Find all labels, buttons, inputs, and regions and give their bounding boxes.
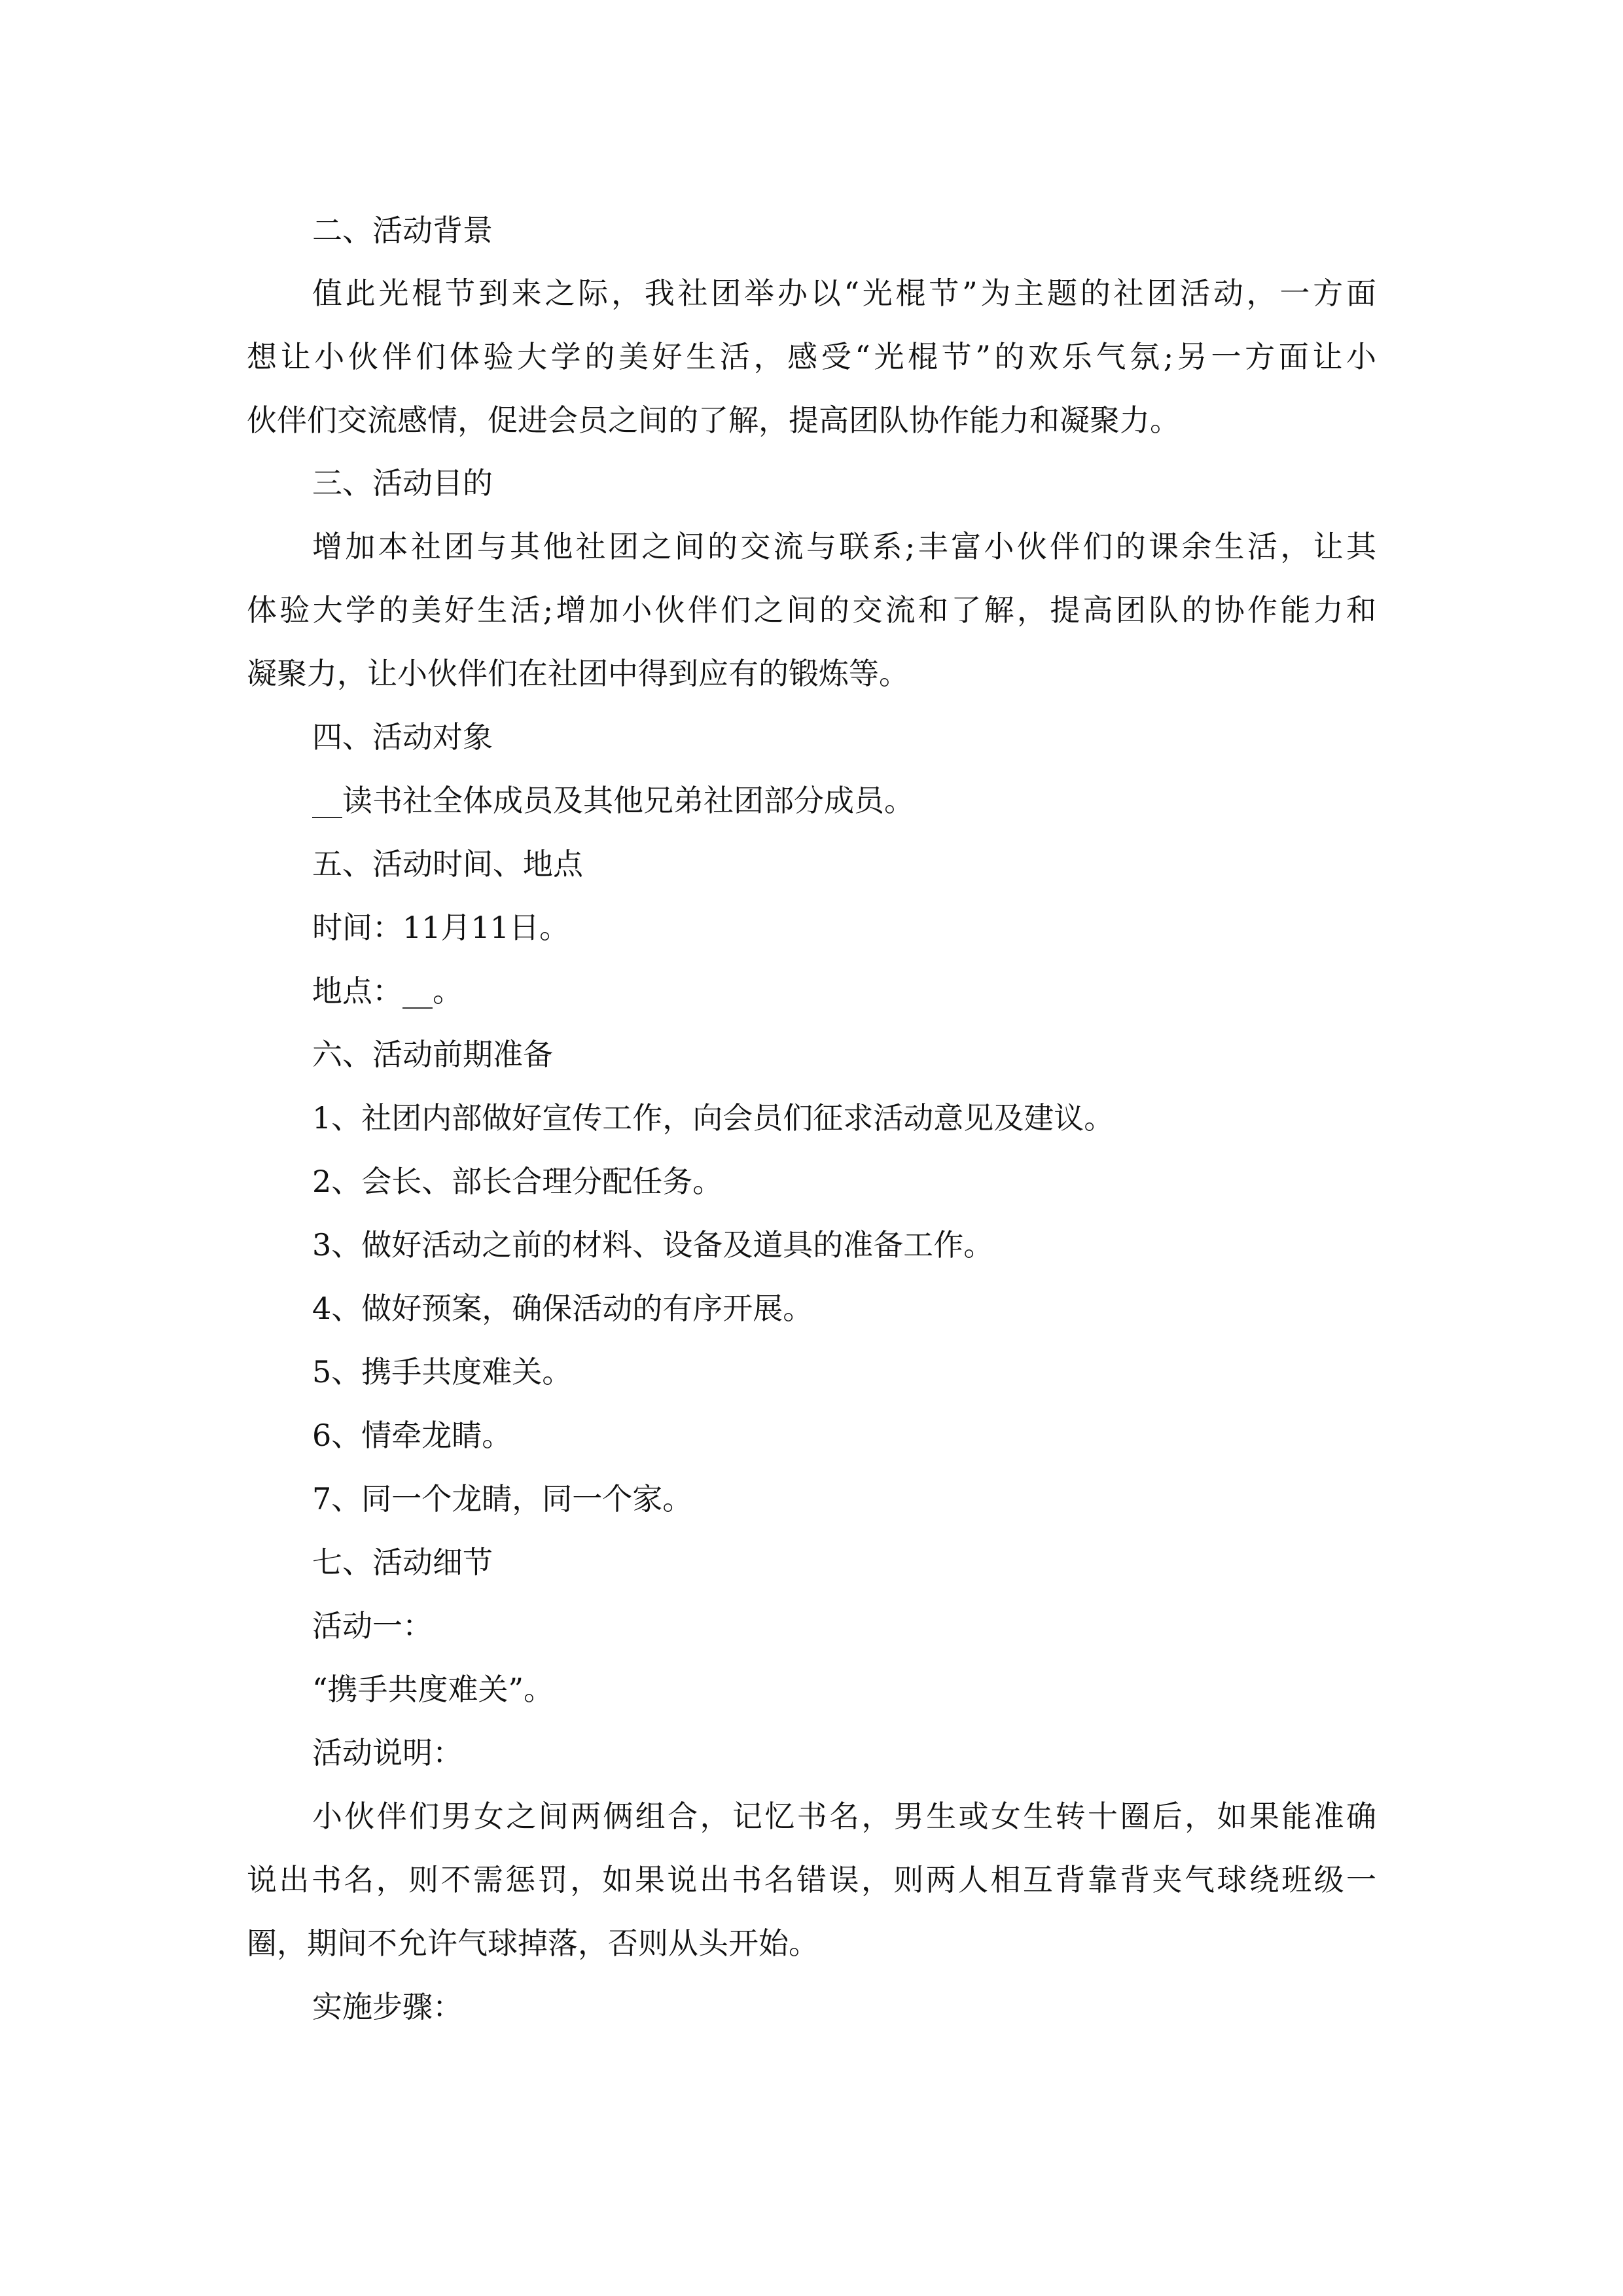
activity-description-label: 活动说明： bbox=[312, 1735, 463, 1770]
heading-preparation: 六、活动前期准备 bbox=[312, 1037, 553, 1072]
place-line: 地点：__。 bbox=[312, 973, 463, 1009]
paragraph-line: 伙伴们交流感情，促进会员之间的了解，提高团队协作能力和凝聚力。 bbox=[247, 403, 1180, 438]
list-item: 6、情牵龙睛。 bbox=[312, 1418, 512, 1453]
heading-time-place: 五、活动时间、地点 bbox=[312, 846, 583, 882]
list-item: 4、做好预案，确保活动的有序开展。 bbox=[312, 1291, 813, 1326]
paragraph-line: 说出书名，则不需惩罚，如果说出书名错误，则两人相互背靠背夹气球绕班级一 bbox=[247, 1862, 1376, 1897]
paragraph-line: 值此光棍节到来之际，我社团举办以“光棍节”为主题的社团活动，一方面 bbox=[312, 276, 1376, 311]
activity-title: “携手共度难关”。 bbox=[312, 1672, 554, 1707]
paragraph-line: 想让小伙伴们体验大学的美好生活，感受“光棍节”的欢乐气氛;另一方面让小 bbox=[247, 339, 1376, 374]
heading-background: 二、活动背景 bbox=[312, 213, 493, 248]
paragraph-line: 体验大学的美好生活;增加小伙伴们之间的交流和了解，提高团队的协作能力和 bbox=[247, 592, 1376, 628]
activity-label: 活动一： bbox=[312, 1608, 433, 1643]
heading-purpose: 三、活动目的 bbox=[312, 465, 493, 501]
heading-audience: 四、活动对象 bbox=[312, 719, 493, 755]
heading-details: 七、活动细节 bbox=[312, 1545, 493, 1580]
list-item: 1、社团内部做好宣传工作，向会员们征求活动意见及建议。 bbox=[312, 1100, 1115, 1136]
paragraph-line: __读书社全体成员及其他兄弟社团部分成员。 bbox=[312, 783, 914, 818]
list-item: 2、会长、部长合理分配任务。 bbox=[312, 1164, 723, 1199]
paragraph-line: 凝聚力，让小伙伴们在社团中得到应有的锻炼等。 bbox=[247, 656, 909, 691]
list-item: 3、做好活动之前的材料、设备及道具的准备工作。 bbox=[312, 1227, 994, 1263]
time-line: 时间：11月11日。 bbox=[312, 910, 570, 945]
paragraph-line: 增加本社团与其他社团之间的交流与联系;丰富小伙伴们的课余生活，让其 bbox=[312, 529, 1376, 564]
paragraph-line: 小伙伴们男女之间两俩组合，记忆书名，男生或女生转十圈后，如果能准确 bbox=[312, 1799, 1376, 1834]
paragraph-line: 圈，期间不允许气球掉落，否则从头开始。 bbox=[247, 1926, 819, 1961]
steps-label: 实施步骤： bbox=[312, 1989, 463, 2024]
list-item: 7、同一个龙睛，同一个家。 bbox=[312, 1481, 693, 1516]
list-item: 5、携手共度难关。 bbox=[312, 1354, 573, 1390]
